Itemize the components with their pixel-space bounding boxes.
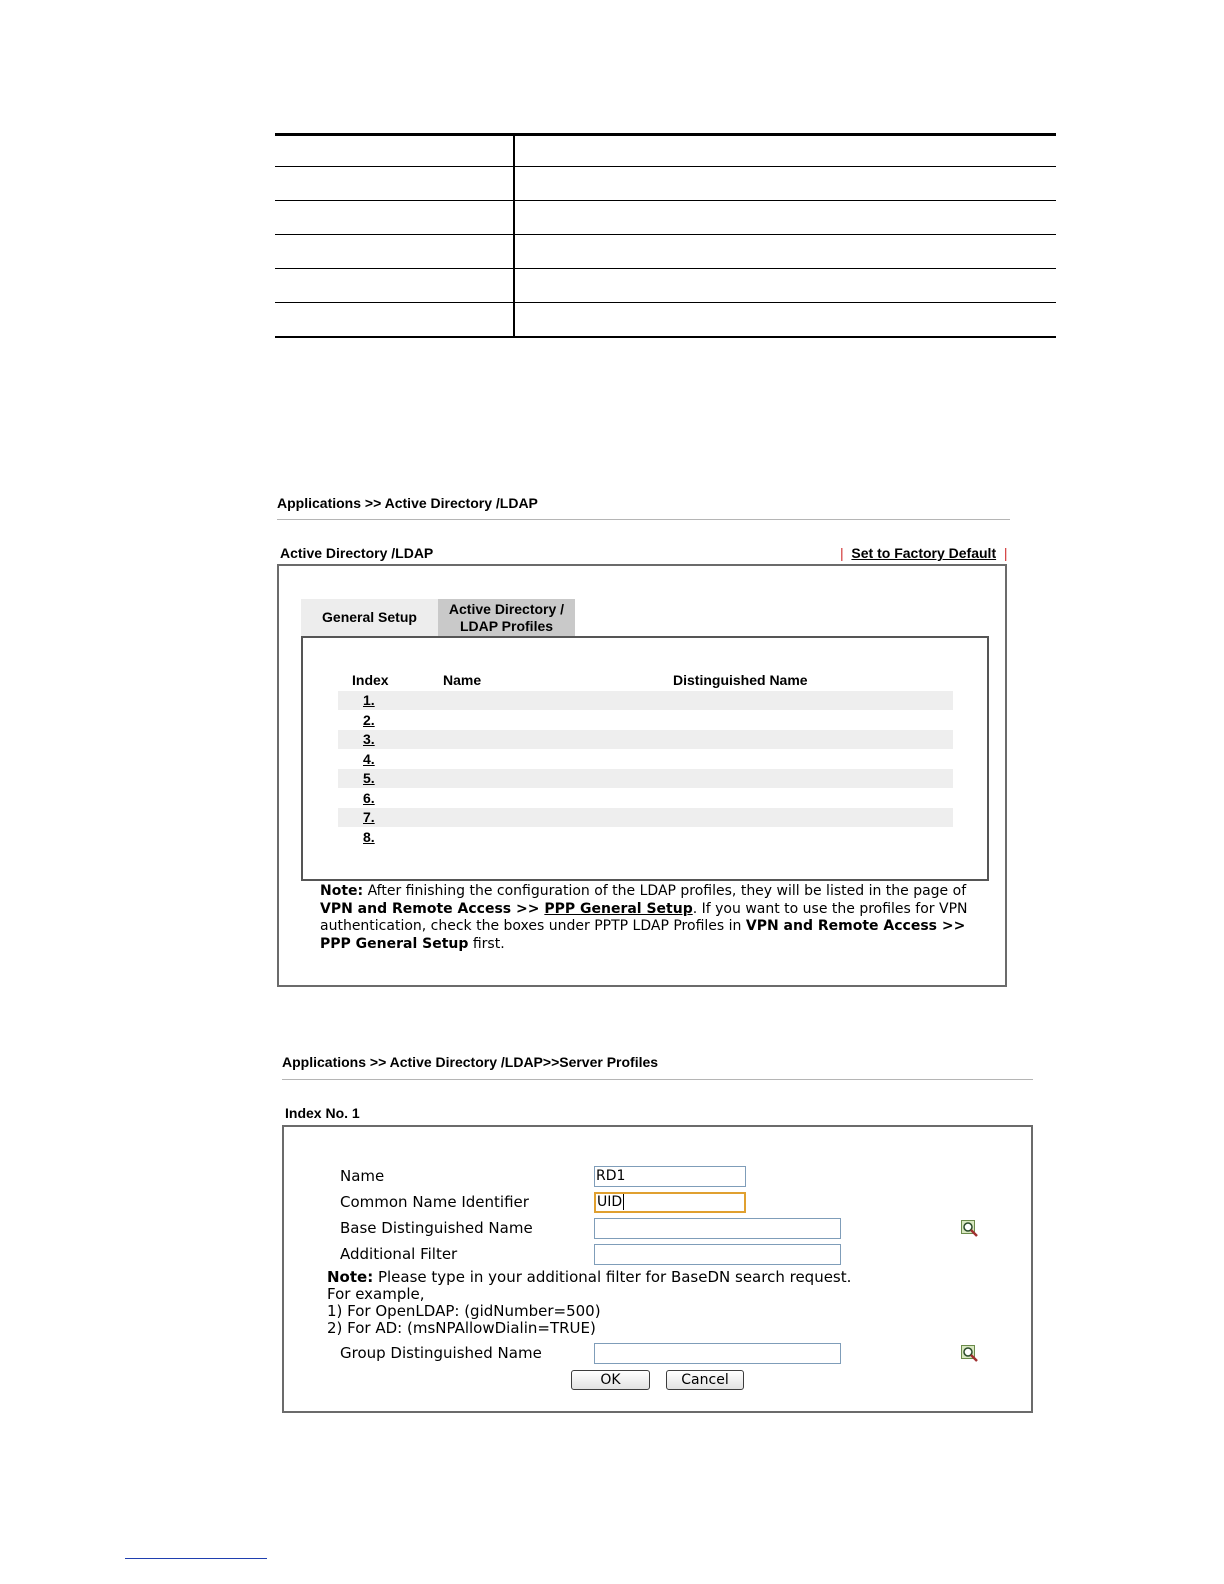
table-row	[338, 750, 953, 769]
note-text: Please type in your additional filter for BaseDN search request.	[373, 1268, 852, 1286]
table-row	[338, 691, 953, 710]
table-row	[338, 789, 953, 808]
name-label: Name	[340, 1167, 385, 1185]
tab-label-line: LDAP Profiles	[459, 618, 554, 634]
footer-rule	[125, 1558, 267, 1559]
note-bold-text: VPN and Remote Access >>	[320, 900, 545, 917]
ok-button[interactable]: OK	[571, 1370, 650, 1390]
cn-identifier-value: UID	[597, 1194, 623, 1210]
separator: |	[840, 545, 844, 561]
tab-ldap-profiles[interactable]	[438, 599, 575, 636]
profile-index-link[interactable]: 7.	[363, 809, 375, 825]
table-row	[338, 828, 953, 847]
note-text: After finishing the configuration of the LDAP profiles, they will be listed in the page of	[363, 883, 967, 899]
profile-index-link[interactable]: 8.	[363, 829, 375, 845]
profiles-note	[320, 883, 970, 953]
note-label: Note:	[327, 1268, 374, 1286]
ppp-general-setup-link[interactable]: PPP General Setup	[544, 900, 693, 917]
table-row	[338, 730, 953, 749]
column-header-dn: Distinguished Name	[673, 672, 808, 688]
column-header-index: Index	[352, 672, 389, 688]
note-text: first.	[468, 935, 505, 952]
table-row	[338, 808, 953, 827]
search-icon[interactable]	[961, 1345, 979, 1362]
index-label: Index No. 1	[285, 1105, 360, 1121]
set-to-factory-default-link[interactable]: Set to Factory Default	[851, 545, 997, 561]
note-label: Note:	[320, 883, 364, 899]
table-row	[338, 711, 953, 730]
tab-label-line: Active Directory /	[448, 601, 565, 617]
note-line: 2) For AD: (msNPAllowDialin=TRUE)	[327, 1319, 596, 1337]
profile-index-link[interactable]: 3.	[363, 731, 375, 747]
base-dn-label: Base Distinguished Name	[340, 1219, 533, 1237]
column-header-name: Name	[443, 672, 482, 688]
table-row	[275, 302, 1056, 336]
profile-index-link[interactable]: 2.	[363, 712, 375, 728]
group-dn-label: Group Distinguished Name	[340, 1344, 542, 1362]
table-row	[275, 136, 1056, 166]
breadcrumb: Applications >> Active Directory /LDAP	[277, 495, 538, 511]
profile-index-link[interactable]: 4.	[363, 751, 375, 767]
cn-identifier-input[interactable]	[594, 1192, 746, 1213]
table-row	[338, 769, 953, 788]
table-row	[275, 200, 1056, 234]
note-bold-text: VPN and Remote Access >> PPP General Setup	[320, 918, 966, 952]
factory-default-group	[840, 545, 1008, 561]
panel-title: Active Directory /LDAP	[280, 545, 434, 561]
name-input[interactable]: RD1	[594, 1166, 746, 1187]
breadcrumb: Applications >> Active Directory /LDAP>>Server Profiles	[282, 1054, 659, 1070]
note-text: . If you want to use the profiles for VPN authentication, check the boxes under PPTP LDAP Profiles in	[320, 900, 968, 934]
filter-note	[327, 1269, 851, 1337]
profile-index-link[interactable]: 1.	[363, 692, 375, 708]
cancel-button[interactable]: Cancel	[666, 1370, 744, 1390]
note-line: For example,	[327, 1285, 425, 1303]
table-row	[275, 234, 1056, 268]
table-row	[275, 268, 1056, 302]
profile-index-link[interactable]: 6.	[363, 790, 375, 806]
group-dn-input[interactable]	[594, 1343, 841, 1364]
additional-filter-label: Additional Filter	[340, 1245, 458, 1263]
separator: |	[1003, 545, 1008, 561]
note-line	[327, 1269, 851, 1286]
empty-table	[275, 133, 1056, 338]
search-icon[interactable]	[961, 1220, 979, 1237]
base-dn-input[interactable]	[594, 1218, 841, 1239]
table-row	[275, 166, 1056, 200]
tab-general-setup[interactable]: General Setup	[301, 599, 438, 636]
profile-index-link[interactable]: 5.	[363, 770, 375, 786]
divider	[277, 519, 1010, 520]
divider	[282, 1079, 1033, 1080]
cn-identifier-label: Common Name Identifier	[340, 1193, 529, 1211]
additional-filter-input[interactable]	[594, 1244, 841, 1265]
note-line: 1) For OpenLDAP: (gidNumber=500)	[327, 1302, 601, 1320]
